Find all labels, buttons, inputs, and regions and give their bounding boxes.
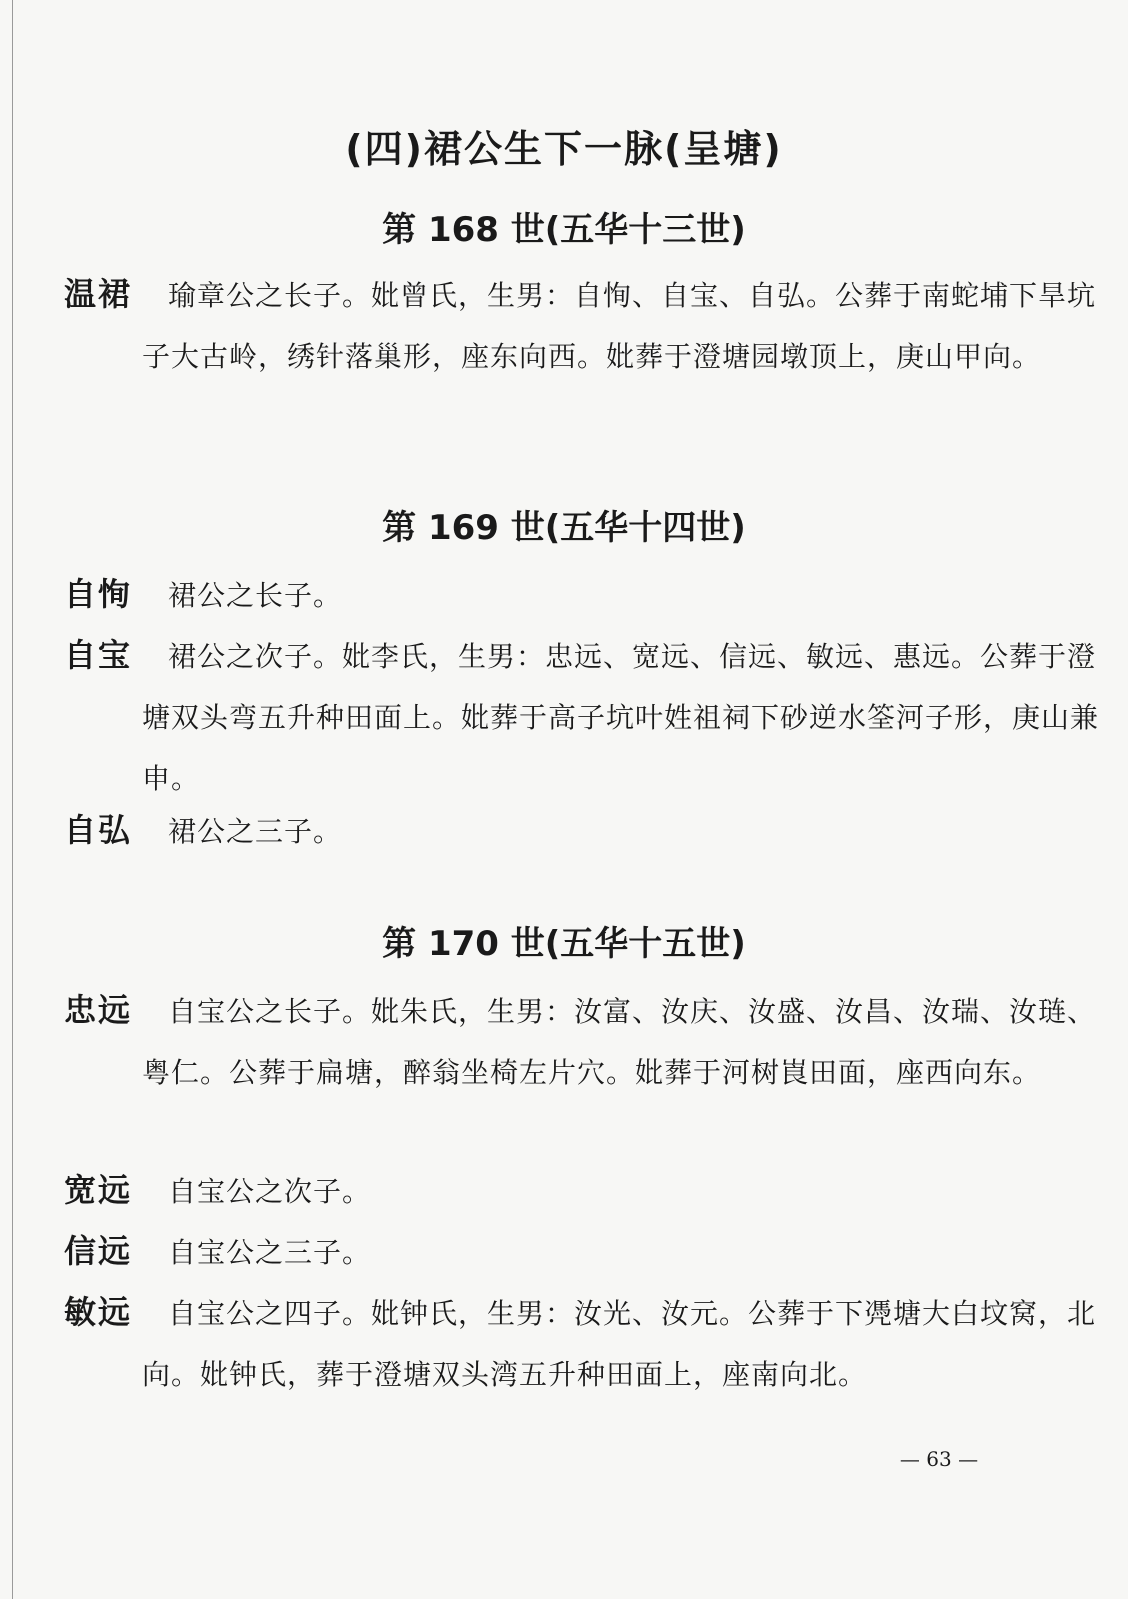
entry-text: 自宝公之四子。妣钟氏，生男：汝光、汝元。公葬于下凴塘大白坟窝，北向。妣钟氏，葬于澄塘双头湾五升种田面上，座南向北。 xyxy=(142,1297,1097,1391)
entry-wenqun xyxy=(64,264,1102,387)
entry-minyuan xyxy=(64,1282,1102,1405)
entry-name: 敏远 xyxy=(64,1293,133,1331)
entry-zhongyuan xyxy=(64,980,1102,1103)
entry-text: 裙公之长子。 xyxy=(168,579,343,612)
entry-zixun xyxy=(64,564,1102,626)
page-number: — 63 — xyxy=(899,1447,979,1471)
entry-name: 信远 xyxy=(64,1232,133,1270)
entry-text: 裙公之次子。妣李氏，生男：忠远、宽远、信远、敏远、惠远。公葬于澄塘双头弯五升种田面上。妣葬于高子坑叶姓祖祠下砂逆水筌河子形，庚山兼申。 xyxy=(142,640,1100,795)
entry-text: 自宝公之次子。 xyxy=(168,1175,372,1208)
entry-kuanyuan xyxy=(64,1160,1102,1222)
entry-name: 忠远 xyxy=(64,991,133,1029)
generation-heading-168: 第 168 世(五华十三世) xyxy=(382,210,746,250)
entry-name: 宽远 xyxy=(64,1171,133,1209)
entry-text: 瑜章公之长子。妣曾氏，生男：自恂、自宝、自弘。公葬于南蛇埔下旱坑子大古岭，绣针落巢形，座东向西。妣葬于澄塘园墩顶上，庚山甲向。 xyxy=(142,279,1097,373)
entry-text: 自宝公之三子。 xyxy=(168,1236,372,1269)
entry-name: 温裙 xyxy=(64,275,133,313)
generation-heading-170: 第 170 世(五华十五世) xyxy=(382,924,746,964)
entry-name: 自恂 xyxy=(64,575,133,613)
entry-text: 自宝公之长子。妣朱氏，生男：汝富、汝庆、汝盛、汝昌、汝瑞、汝琏、粤仁。公葬于扁塘，醉翁坐椅左片穴。妣葬于河树崀田面，座西向东。 xyxy=(142,995,1097,1089)
entry-zihong xyxy=(64,800,1102,862)
page-title: (四)裙公生下一脉(呈塘) xyxy=(345,127,783,171)
entry-xinyuan xyxy=(64,1221,1102,1283)
entry-text: 裙公之三子。 xyxy=(168,815,343,848)
generation-heading-169: 第 169 世(五华十四世) xyxy=(382,508,746,548)
entry-name: 自弘 xyxy=(64,811,133,849)
entry-name: 自宝 xyxy=(64,636,133,674)
entry-zibao xyxy=(64,625,1102,809)
